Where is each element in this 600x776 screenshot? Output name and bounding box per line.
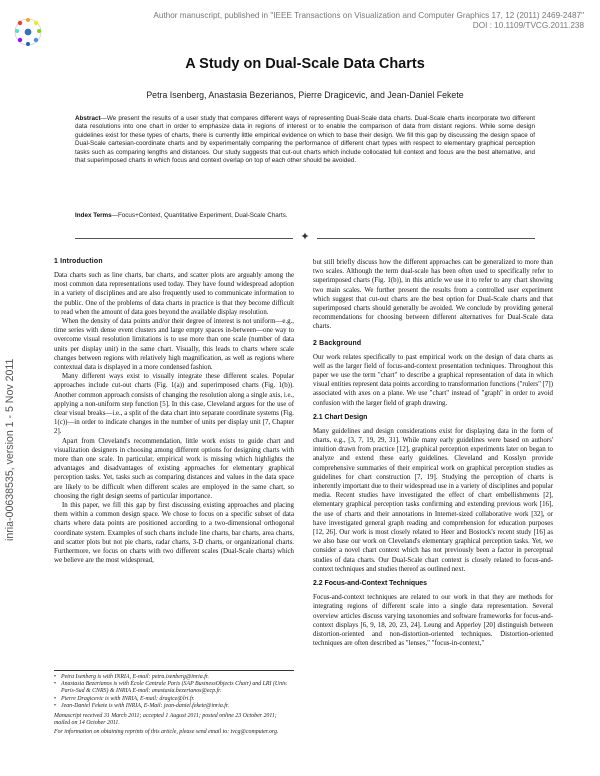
left-column (54, 258, 294, 566)
index-terms-label: Index Terms (75, 212, 112, 219)
manuscript-received: Manuscript received 31 March 2011; accepted 1 August 2011; posted online 23 October 2011; mailed on 14 October 2011. (54, 713, 277, 727)
subsection-heading-focus-context: 2.2 Focus-and-Context Techniques (313, 580, 427, 588)
hal-logo-icon (8, 14, 48, 50)
index-terms-text: —Focus+Context, Quantitative Experiment, Dual-Scale Charts. (111, 212, 288, 219)
abstract (75, 115, 535, 165)
paragraph: Our work relates specifically to past empirical work on the design of data charts as well as the larger field of focus-and-context presentation techniques. Throughout this paper we use the term "chart" to describe a graphical representation of data in which visual entities represent data points according to transformation functions ("rulers" [7]) associated with axes on a plane. We use "chart" instead of "graph" in order to avoid confusion with the larger field of graph drawing. (313, 353, 553, 407)
abstract-text: —We present the results of a user study that compares different ways of representing Dual-Scale data charts. Dual-Scale charts incorporate two different data resolutions into one chart in order to emphasize data in regions of interest or to enable the comparison of data from distant regions. While some design guidelines exist for these types of charts, there is currently little empirical evidence on which to base their design. We fill this gap by discussing the design space of Dual-Scale cartesian-coordinate charts and by experimentally comparing the performance of different chart types with respect to elementary graphical perception tasks such as comparing lengths and distances. Our study suggests that cut-out charts which include collocated full context and focus are the best alternative, and that superimposed charts in which focus and context overlap on top of each other should be avoided. (75, 115, 535, 165)
divider-line-right (317, 238, 535, 239)
author-footnote (54, 670, 294, 737)
publication-header-line: Author manuscript, published in "IEEE Transactions on Visualization and Computer Graphics 17, 12 (2011) 2469-2487" (153, 11, 584, 20)
paragraph: Many guidelines and design considerations exist for displaying data in the form of charts, e.g., [3, 7, 19, 29, 31]. While many early guidelines were based on authors' intuition drawn from practice [12], graphical perception experiments later on began to analyze and extend these early guidelines. Cleveland and Kosslyn provide comprehensive summaries of their empirical work on graphical perception studies as guidelines for chart construction [7, 19]. Studying the perception of charts is inherently important due to their widespread use in a variety of disciplines and popular media. Recent studies have investigated the effect of chart embellishments [2], elementary graphical perception tasks confirming and extending previous work [16], the use of charts and their annotations in Internet-sized collaborative work [32], or have investigated general graph reading and comprehension for education purposes [12, 26]. Our work is most closely related to Heer and Bostock's recent study [16] as we also base our work on Cleveland's elementary graphical perception tasks. Yet, we consider a novel chart context which has not previously been a factor in perceptual studies of data charts. Our Dual-Scale chart context is closely related to focus-and-context techniques and studies thereof as outlined next. (313, 427, 553, 573)
subsection-heading-chart-design: 2.1 Chart Design (313, 413, 368, 421)
affiliation-list (54, 674, 294, 710)
paragraph: Apart from Cleveland's recommendation, little work exists to guide chart and visualization designers in choosing among different options for designing charts with more than one scale. In particular, empirical work is missing which highlights the advantages and disadvantages of existing approaches for elementary graphical perception tasks. Yet, tasks such as comparing distances and values in the data space are likely to be difficult when different scales are employed in the same chart, so choosing the right design seems of particular importance. (54, 437, 294, 500)
paragraph: Focus-and-context techniques are related to our work in that they are methods for integrating regions of different scale into a single data representation. Several overview articles discuss varying taxonomies and software frameworks for focus-and-context displays [6, 9, 18, 20, 23, 24]. Leung and Apperley [20] distinguish between distortion-oriented and non-distortion-oriented techniques. Distortion-oriented techniques are often described as "lenses," "focus-in-context," (313, 594, 553, 648)
author-list: Petra Isenberg, Anastasia Bezerianos, Pierre Dragicevic, and Jean-Daniel Fekete (146, 90, 464, 100)
affiliation-item: • Jean-Daniel Fekete is with INRIA, E-Mail: jean-daniel.fekete@inria.fr. (61, 703, 294, 710)
publication-header (64, 11, 584, 31)
doi-line: DOI : 10.1109/TVCG.2011.238 (472, 21, 584, 30)
section-heading-background: 2 Background (313, 339, 362, 347)
paper-title: A Study on Dual-Scale Data Charts (185, 56, 425, 72)
abstract-label: Abstract (75, 115, 101, 122)
paragraph: Data charts such as line charts, bar charts, and scatter plots are arguably among the most common data representations used today. They have found widespread adoption in a variety of disciplines and are also frequently used to communicate information to the public. One of the problems of data charts in practice is that they become difficult to read when the amount of data goes beyond the available display resolution. (54, 272, 294, 316)
archive-identifier: inria-00638535, version 1 - 5 Nov 2011 (4, 358, 16, 542)
divider-ornament-icon: ✦ (300, 231, 310, 243)
right-column (313, 258, 553, 648)
paragraph: In this paper, we fill this gap by first discussing existing approaches and placing them within a common design space. We chose to focus on a specific subset of data charts where data points are positioned according to a two-dimensional orthogonal coordinate system. Examples of such charts include line charts, bar charts, area charts, and scatter plots but not pie charts, radar charts, 3-D charts, or organizational charts. Furthermore, we focus on charts with two different scales (Dual-Scale charts) which we believe are the most widespread, (54, 502, 294, 565)
affiliation-item: • Pierre Dragicevic is with INRIA, E-mail: dragice@lri.fr. (61, 696, 294, 703)
affiliation-item: • Petra Isenberg is with INRIA, E-mail: petra.isenberg@inria.fr. (61, 674, 294, 681)
reprints-note: For information on obtaining reprints of this article, please send email to: tvcg@computer.org. (54, 729, 279, 736)
section-divider (75, 232, 535, 244)
paragraph: Many different ways exist to visually integrate these different scales. Popular approaches include cut-out charts (Fig. 1(a)) and superimposed charts (Fig. 1(b)). Another common approach consists of changing the resolution along a single axis, i.e., applying a non-uniform step function [5]. In this case, Cleveland argues for the use of clear visual breaks—i.e., a split of the data chart into separate coordinate systems (Fig. 1(c))—in order to indicate changes in the number of units per display unit [7, Chapter 2]. (54, 373, 294, 436)
section-heading-introduction: 1 Introduction (54, 258, 103, 265)
affiliation-item: • Anastasia Bezerianos is with École Centrale Paris (SAP BusinessObjects Chair) and LRI (Univ. Paris-Sud & CNRS) & INRIA E-mail: anastasia.bezerianos@ecp.fr. (61, 681, 294, 695)
divider-line-left (75, 238, 293, 239)
paragraph: When the density of data points and/or their degree of interest is not uniform—e.g., time series with dense event clusters and large empty spaces in-between—one way to overcome visual resolution limitations is to use more than one scale (number of data units per display unit) in the same chart. Visually, this leads to charts where scale changes between regions with relatively high magnification, as well as regions where contextual data is displayed in a more condensed fashion. (54, 318, 294, 372)
index-terms (75, 212, 535, 220)
paragraph: but still briefly discuss how the different approaches can be generalized to more than two scales. Although the term dual-scale has been often used to specifically refer to superimposed charts (Fig. 1(b)), in this article we use it to refer to any chart showing two main scales. We further present the results from a controlled user experiment which suggest that cut-out charts are the best option for Dual-Scale charts and that superimposed charts should generally be avoided. We conclude by providing general recommendations for choosing between different alternatives for Dual-Scale data charts. (313, 259, 553, 331)
